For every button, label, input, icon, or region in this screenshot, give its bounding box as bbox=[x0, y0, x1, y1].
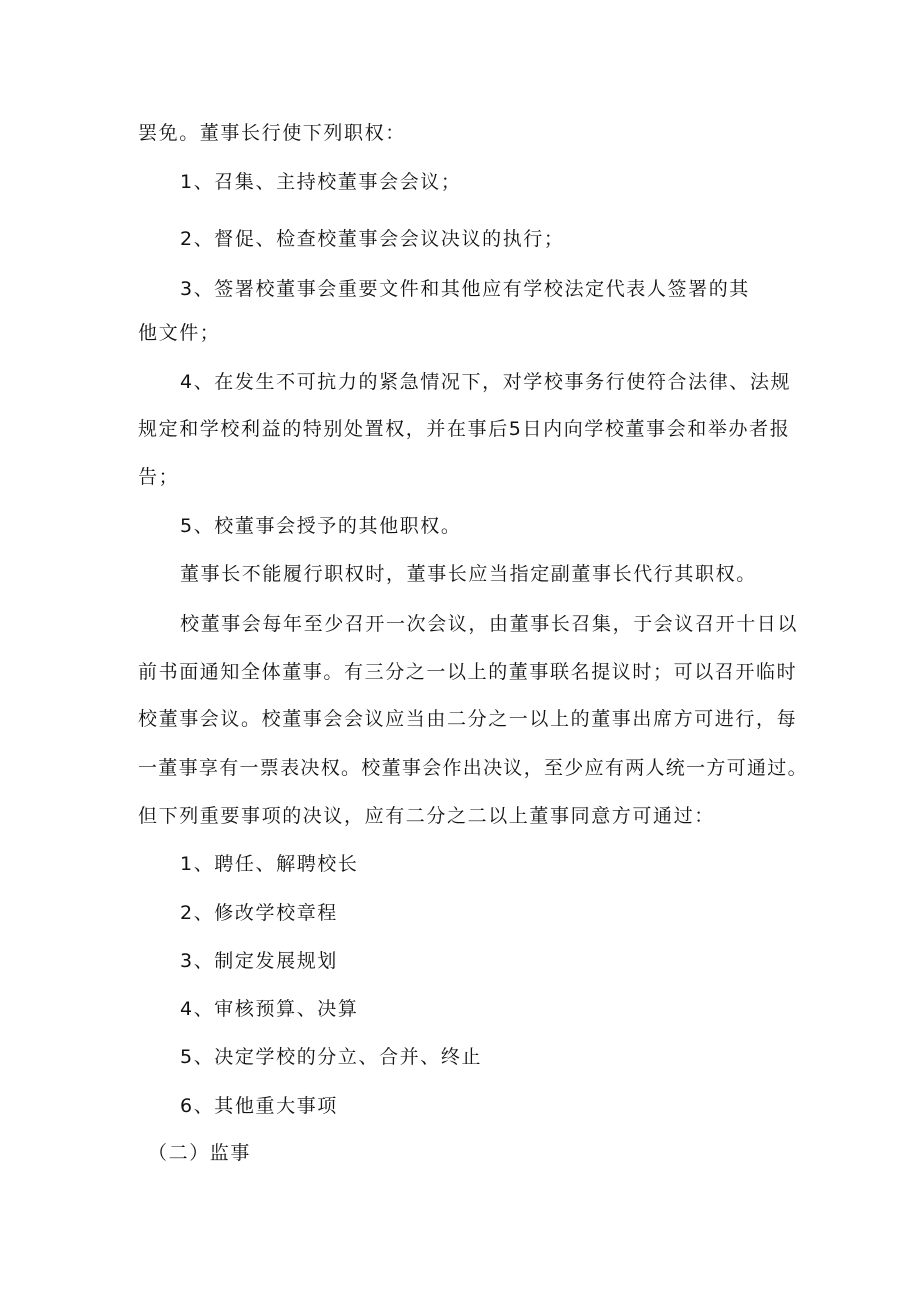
list-item: 6、其他重大事项 bbox=[180, 1095, 338, 1117]
list-item: 1、召集、主持校董事会会议； bbox=[180, 171, 462, 193]
paragraph-line: 他文件； bbox=[138, 322, 221, 344]
list-item: 4、在发生不可抗力的紧急情况下，对学校事务行使符合法律、法规 bbox=[180, 371, 792, 393]
paragraph-line: 董事长不能履行职权时，董事长应当指定副董事长代行其职权。 bbox=[180, 563, 757, 585]
paragraph-line: 告； bbox=[138, 466, 180, 488]
section-heading: （二）监事 bbox=[148, 1142, 252, 1164]
list-item: 3、制定发展规划 bbox=[180, 950, 338, 972]
paragraph-line: 校董事会议。校董事会会议应当由二分之一以上的董事出席方可进行，每 bbox=[138, 708, 798, 730]
list-item: 1、聘任、解聘校长 bbox=[180, 853, 359, 875]
list-item: 2、修改学校章程 bbox=[180, 902, 338, 924]
paragraph-line: 前书面通知全体董事。有三分之一以上的董事联名提议时；可以召开临时 bbox=[138, 661, 798, 683]
paragraph-line: 规定和学校利益的特别处置权，并在事后5日内向学校董事会和举办者报 bbox=[138, 418, 791, 440]
list-item: 3、签署校董事会重要文件和其他应有学校法定代表人签署的其 bbox=[180, 278, 750, 300]
paragraph-line: 罢免。董事长行使下列职权： bbox=[138, 122, 406, 144]
list-item: 5、校董事会授予的其他职权。 bbox=[180, 515, 462, 537]
list-item: 2、督促、检查校董事会会议决议的执行； bbox=[180, 228, 565, 250]
list-item: 5、决定学校的分立、合并、终止 bbox=[180, 1046, 483, 1068]
paragraph-line: 但下列重要事项的决议，应有二分之二以上董事同意方可通过： bbox=[138, 805, 715, 827]
paragraph-line: 校董事会每年至少召开一次会议，由董事长召集，于会议召开十日以 bbox=[180, 613, 799, 635]
paragraph-line: 一董事享有一票表决权。校董事会作出决议，至少应有两人统一方可通过。 bbox=[138, 757, 808, 779]
list-item: 4、审核预算、决算 bbox=[180, 998, 359, 1020]
